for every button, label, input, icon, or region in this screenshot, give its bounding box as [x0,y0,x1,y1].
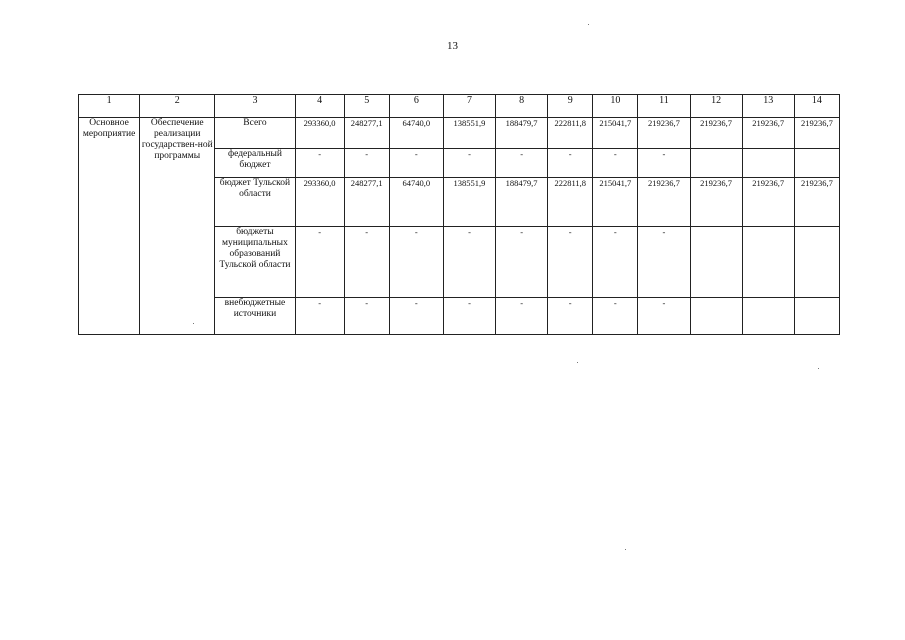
row-label: Всего [215,118,295,149]
value-cell: 138551,9 [443,178,495,227]
value-cell: 222811,8 [548,118,593,149]
header-cell: 3 [215,95,295,118]
header-cell: 10 [593,95,638,118]
value-cell: - [344,298,389,335]
table-row-total [79,118,840,149]
value-cell [794,149,839,178]
value-cell [690,227,742,298]
value-cell: - [295,298,344,335]
value-cell: 64740,0 [389,178,443,227]
header-cell: 5 [344,95,389,118]
row-label: федеральный бюджет [215,149,295,178]
value-cell: 219236,7 [794,178,839,227]
value-cell: 219236,7 [638,178,690,227]
value-cell: - [496,149,548,178]
value-cell: 293360,0 [295,178,344,227]
value-cell: - [638,298,690,335]
row-label: внебюджетные источники [215,298,295,335]
value-cell: - [443,149,495,178]
value-cell: - [593,298,638,335]
value-cell: - [548,227,593,298]
value-cell: - [389,298,443,335]
value-cell: 64740,0 [389,118,443,149]
value-cell: - [344,227,389,298]
header-cell: 9 [548,95,593,118]
value-cell: - [593,149,638,178]
row-label: бюджеты муниципальных образований Тульской области [215,227,295,298]
value-cell: - [344,149,389,178]
value-cell: 219236,7 [690,118,742,149]
header-row [79,95,840,118]
header-cell: 7 [443,95,495,118]
value-cell: - [295,149,344,178]
value-cell: - [548,298,593,335]
scan-speck [577,362,578,363]
value-cell: - [496,298,548,335]
scan-speck [588,24,589,25]
budget-table [78,94,840,335]
scan-speck [193,323,194,324]
value-cell: - [389,149,443,178]
activity-type-cell: Основное мероприятие [79,118,140,335]
value-cell: - [638,227,690,298]
row-label: бюджет Тульской области [215,178,295,227]
value-cell: - [295,227,344,298]
value-cell: 219236,7 [742,118,794,149]
value-cell: - [496,227,548,298]
value-cell [742,227,794,298]
value-cell: 293360,0 [295,118,344,149]
value-cell [794,227,839,298]
value-cell: 138551,9 [443,118,495,149]
value-cell [742,149,794,178]
value-cell: 215041,7 [593,178,638,227]
value-cell: - [443,227,495,298]
value-cell: 219236,7 [690,178,742,227]
header-cell: 1 [79,95,140,118]
header-cell: 6 [389,95,443,118]
header-cell: 2 [140,95,215,118]
value-cell: 222811,8 [548,178,593,227]
value-cell: 188479,7 [496,118,548,149]
header-cell: 8 [496,95,548,118]
value-cell: - [389,227,443,298]
value-cell: 219236,7 [638,118,690,149]
header-cell: 13 [742,95,794,118]
value-cell: 219236,7 [742,178,794,227]
scan-speck [625,549,626,550]
value-cell: - [593,227,638,298]
header-cell: 12 [690,95,742,118]
value-cell: 248277,1 [344,178,389,227]
value-cell [690,298,742,335]
value-cell: - [443,298,495,335]
value-cell [794,298,839,335]
value-cell [742,298,794,335]
page-number: 13 [447,40,458,52]
value-cell [690,149,742,178]
value-cell: 219236,7 [794,118,839,149]
value-cell: 248277,1 [344,118,389,149]
value-cell: 215041,7 [593,118,638,149]
header-cell: 11 [638,95,690,118]
header-cell: 4 [295,95,344,118]
value-cell: - [548,149,593,178]
value-cell: 188479,7 [496,178,548,227]
value-cell: - [638,149,690,178]
header-cell: 14 [794,95,839,118]
scan-speck [818,368,819,369]
activity-name-cell: Обеспечение реализации государствен-ной программы [140,118,215,335]
